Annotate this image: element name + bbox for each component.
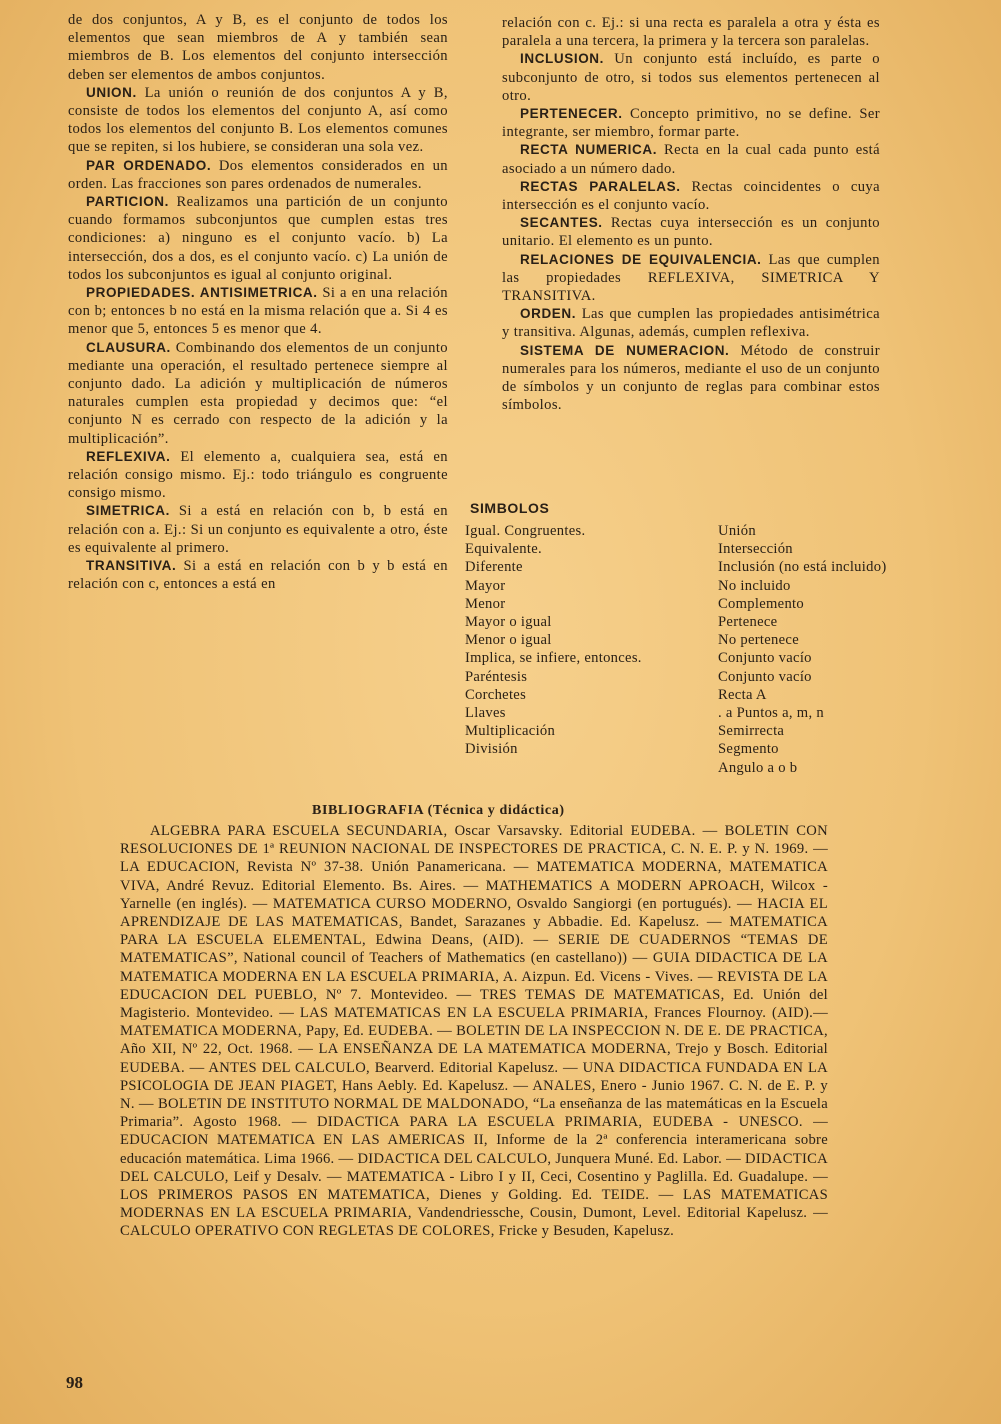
symbol-item: No incluido	[718, 577, 791, 594]
definition-term: SECANTES.	[520, 215, 603, 231]
definition-text: Si a en una relación con b; entonces b no está en la misma relación que a. Si 4 es menor que 5, entonces 5 es menor que 4.	[68, 285, 448, 338]
symbols-right-list	[718, 522, 978, 777]
symbol-item: . a Puntos a, m, n	[718, 705, 824, 722]
definition-term: SIMETRICA.	[86, 503, 171, 519]
symbol-item: Mayor	[465, 577, 506, 594]
symbol-item: Intersección	[718, 541, 793, 558]
symbol-item: Pertenece	[718, 614, 778, 631]
symbol-item: Menor o igual	[465, 632, 552, 649]
definition-text: de dos conjuntos, A y B, es el conjunto de todos los elementos que sean miembros de A y también sean miembros de B. Los elementos del conjunto intersección deben ser elementos de ambos conjuntos.	[68, 12, 448, 83]
definition-text: Las que cumplen las propiedades REFLEXIVA, SIMETRICA Y TRANSITIVA.	[502, 251, 880, 305]
symbol-item: Menor	[465, 595, 506, 612]
definition-term: PARTICION.	[86, 194, 169, 210]
symbol-item: Igual. Congruentes.	[465, 523, 586, 539]
bibliography-text: ALGEBRA PARA ESCUELA SECUNDARIA, Oscar Varsavsky. Editorial EUDEBA. — BOLETIN CON RESOLUCIONES DE 1ª REUNION NACIONAL DE INSPECTORES DE PRACTICA, C. N. E. P. y N. 1969. — LA EDUCACION, Revista Nº 37-38. Unión Panamericana. — MATEMATICA MODERNA, MATEMATICA VIVA, André Revuz. Editorial Elemento. Bs. Aires. — MATHEMATICS A MODERN APROACH, Wilcox - Yarnelle (en inglés). — MATEMATICA CURSO MODERNO, Osvaldo Sangiorgi (en portugués). — HACIA EL APRENDIZAJE DE LAS MATEMATICAS, Bandet, Sarazanes y Abbadie. Ed. Kapelusz. — MATEMATICA PARA LA ESCUELA ELEMENTAL, Edwina Deans, (AID). — SERIE DE CUADERNOS “TEMAS DE MATEMATICAS”, National council of Teachers of Mathematics (en castellano)) — GUIA DIDACTICA DE LA MATEMATICA MODERNA EN LA ESCUELA PRIMARIA, A. Aizpun. Ed. Vicens - Vives. — REVISTA DE LA EDUCACION DEL PUEBLO, Nº 7. Montevideo. — TRES TEMAS DE MATEMATICAS, Ed. Unión del Magisterio. Montevideo. — LAS MATEMATICAS EN LA ESCUELA PRIMARIA, Frances Flournoy. (AID).— MATEMATICA MODERNA, Papy, Ed. EUDEBA. — BOLETIN DE LA INSPECCION N. DE E. DE PRACTICA, Año XII, Nº 22, Oct. 1968. — LA ENSEÑANZA DE LA MATEMATICA MODERNA, Trejo y Bosch. Editorial EUDEBA. — ANTES DEL CALCULO, Bearverd. Editorial Kapelusz. — UNA DIDACTICA FUNDADA EN LA PSICOLOGIA DE JEAN PIAGET, Hans Aebly. Ed. Kapelusz. — ANALES, Enero - Junio 1967. C. N. de E. P. y N. — BOLETIN DE INSTITUTO NORMAL DE MALDONADO, “La enseñanza de las matemáticas en la Escuela Primaria”. Agosto 1968. — DIDACTICA PARA LA ESCUELA PRIMARIA, EUDEBA - UNESCO. — EDUCACION MATEMATICA EN LAS AMERICAS II, Informe de la 2ª conferencia interamericana sobre educación matemática. Lima 1966. — DIDACTICA DEL CALCULO, Junquera Muné. Ed. Labor. — DIDACTICA DEL CALCULO, Leif y Desalv. — MATEMATICA - Libro I y II, Ceci, Cosentino y Paglilla. Ed. Guadalupe. — LOS PRIMEROS PASOS EN MATEMATICA, Dienes y Golding. Ed. TEIDE. — LAS MATEMATICAS MODERNAS EN LA ESCUELA PRIMARIA, Vandendriessche, Cousin, Dumont, Level. Editorial Kapelusz. — CALCULO OPERATIVO CON REGLETAS DE COLORES, Fricke y Besuden, Kapelusz.	[120, 823, 828, 1240]
symbol-item: Corchetes	[465, 686, 527, 703]
definition-text: Recta en la cual cada punto está asociado a un número dado.	[502, 142, 880, 177]
definition-text: relación con c. Ej.: si una recta es paralela a otra y ésta es paralela a una tercera, la primera y la tercera son paralelas.	[502, 15, 880, 50]
definition-text: Realizamos una partición de un conjunto cuando formamos subconjuntos que cumplen estas tres condiciones: a) ninguno es el conjunto vacío. b) La intersección, dos a dos, es el conjunto vacío. c) La unión de todos los subconjuntos es igual al conjunto original.	[68, 194, 448, 283]
symbol-item: Diferente	[465, 559, 523, 576]
definition-paragraph	[502, 14, 880, 50]
symbol-item: División	[465, 741, 518, 758]
definition-term: RECTAS PARALELAS.	[520, 178, 681, 194]
definition-text: Si a está en relación con b y b está en relación con c, entonces a está en	[68, 558, 448, 593]
definition-paragraph	[68, 11, 448, 84]
definition-text: Si a está en relación con b, b está en relación con a. Ej.: Si un conjunto es equivalente a otro, éste es equivalente al primero.	[68, 503, 448, 556]
definition-text: Las que cumplen las propiedades antisimétrica y transitiva. Algunas, además, cumplen reflexiva.	[502, 306, 880, 341]
definition-paragraph	[68, 557, 448, 593]
symbols-left-list	[465, 522, 715, 759]
definition-text: La unión o reunión de dos conjuntos A y B, consiste de todos los elementos del conjunto A, así como todos los elementos del conjunto B. Los elementos comunes que se repiten, si los hubiere, se consideran una sola vez.	[68, 84, 448, 156]
definition-paragraph	[502, 214, 880, 250]
symbol-item: Implica, se infiere, entonces.	[465, 650, 642, 667]
definition-term: REFLEXIVA.	[86, 448, 171, 464]
symbol-item: Conjunto vacío	[718, 668, 812, 685]
symbol-item: Semirrecta	[718, 723, 785, 740]
bibliography-title: BIBLIOGRAFIA	[312, 803, 424, 818]
symbols-title: SIMBOLOS	[470, 500, 550, 516]
symbol-item: Angulo a o b	[718, 759, 798, 776]
definition-text: El elemento a, cualquiera sea, está en relación consigo mismo. Ej.: todo triángulo es congruente consigo mismo.	[68, 448, 448, 502]
definition-text: Método de construir numerales para los números, mediante el uso de un conjunto de símbolos y un conjunto de reglas para combinar estos símbolos.	[502, 342, 880, 414]
definition-paragraph	[68, 84, 448, 157]
definition-text: Rectas cuya intersección es un conjunto unitario. El elemento es un punto.	[502, 215, 880, 250]
symbol-item: Multiplicación	[465, 723, 556, 740]
definition-term: PROPIEDADES. ANTISIMETRICA.	[86, 285, 318, 301]
definition-paragraph	[68, 448, 448, 503]
definition-text: Un conjunto está incluído, es parte o subconjunto de otro, si todos sus elementos pertenecen al otro.	[502, 51, 880, 104]
symbol-item: Mayor o igual	[465, 614, 552, 631]
definition-term: TRANSITIVA.	[86, 558, 177, 574]
symbol-item: Llaves	[465, 705, 506, 722]
definition-text: Combinando dos elementos de un conjunto mediante una operación, el resultado pertenece siempre al conjunto dado. La adición y multiplicación de números naturales cumplen esta propiedad y decimos que: “el conjunto N es cerrado con respecto de la adición y la multiplicación”.	[68, 339, 448, 447]
symbol-item: Equivalente.	[465, 541, 542, 558]
definition-term: SISTEMA DE NUMERACION.	[520, 342, 730, 358]
symbol-item: Conjunto vacío	[718, 650, 812, 667]
page-number: 98	[66, 1373, 83, 1392]
definition-term: PERTENECER.	[520, 106, 623, 122]
definition-paragraph	[502, 305, 880, 341]
definition-paragraph	[502, 342, 880, 415]
symbol-item: Inclusión (no está incluido)	[718, 559, 887, 576]
symbol-item: Complemento	[718, 595, 804, 612]
definition-paragraph	[502, 178, 880, 214]
symbol-item: Unión	[718, 523, 756, 539]
definition-term: RECTA NUMERICA.	[520, 142, 658, 158]
right-column	[502, 14, 880, 414]
definition-paragraph	[502, 105, 880, 141]
definition-paragraph	[68, 193, 448, 284]
definition-text: Dos elementos considerados en un orden. Las fracciones son pares ordenados de numerales.	[68, 157, 448, 192]
symbol-item: Segmento	[718, 741, 779, 758]
bibliography-heading	[312, 803, 565, 819]
definition-paragraph	[68, 157, 448, 193]
definition-term: UNION.	[86, 84, 137, 100]
bibliography-subtitle: (Técnica y didáctica)	[427, 803, 565, 818]
definition-term: RELACIONES DE EQUIVALENCIA.	[520, 251, 762, 267]
definition-paragraph	[502, 141, 880, 177]
definition-term: ORDEN.	[520, 306, 577, 322]
definition-paragraph	[502, 50, 880, 105]
symbol-item: Recta A	[718, 686, 767, 703]
definition-text: Rectas coincidentes o cuya intersección es el conjunto vacío.	[502, 178, 880, 214]
symbol-item: No pertenece	[718, 632, 799, 649]
definition-paragraph	[68, 339, 448, 448]
definition-term: INCLUSION.	[520, 51, 605, 67]
definition-text: Concepto primitivo, no se define. Ser integrante, ser miembro, formar parte.	[502, 106, 880, 141]
symbol-item: Paréntesis	[465, 668, 528, 685]
definition-paragraph	[68, 284, 448, 339]
definition-term: CLAUSURA.	[86, 339, 171, 355]
definition-term: PAR ORDENADO.	[86, 157, 212, 173]
definition-paragraph	[502, 251, 880, 306]
left-column	[68, 11, 448, 594]
definition-paragraph	[68, 502, 448, 557]
